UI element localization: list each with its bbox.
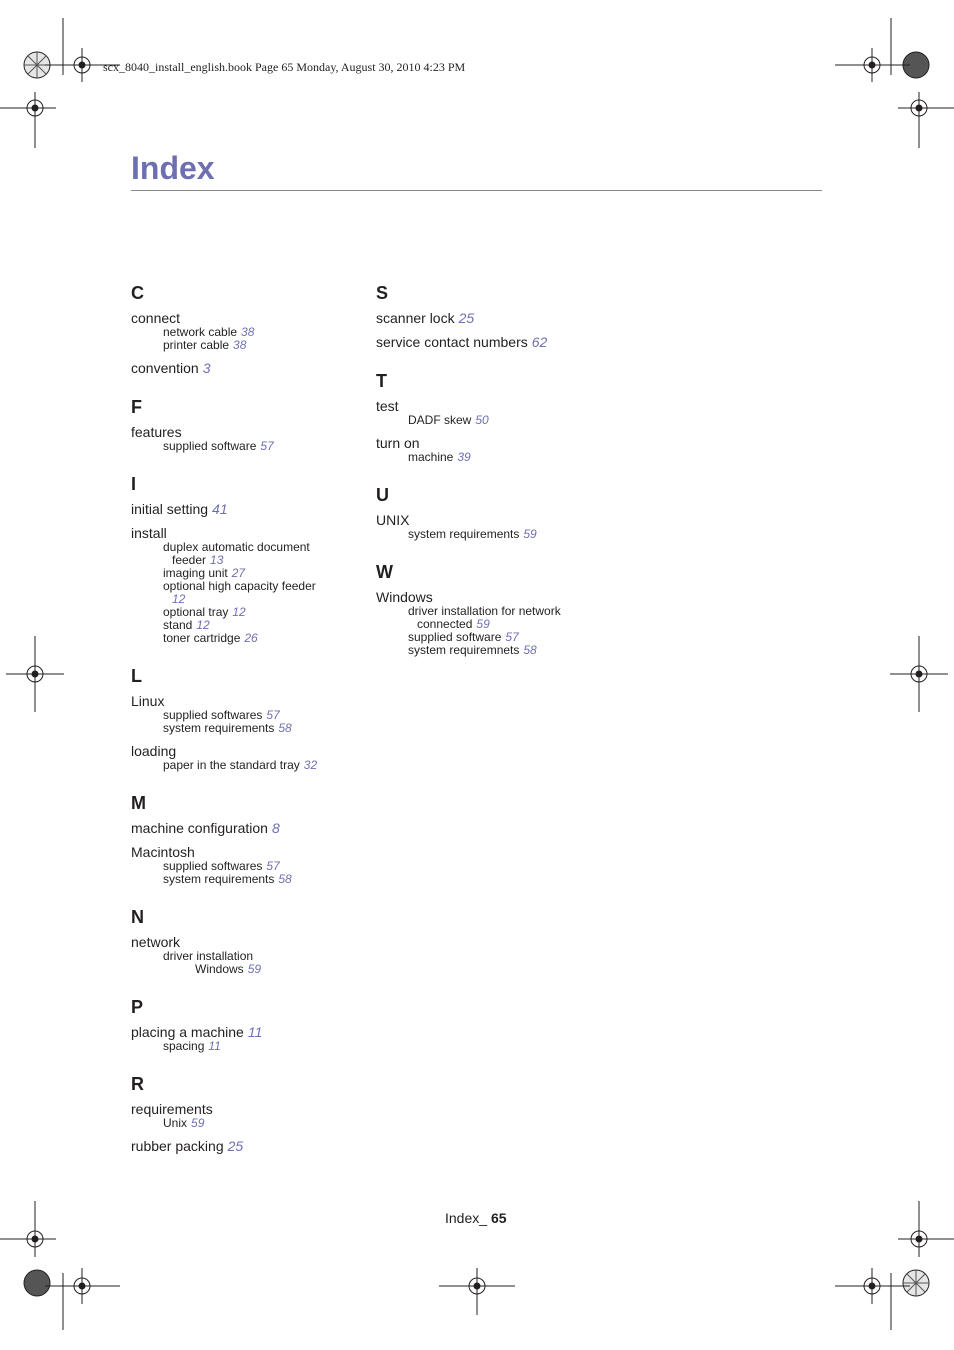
page-link[interactable]: 57 <box>266 708 280 722</box>
page-link[interactable]: 25 <box>458 310 475 326</box>
index-section <box>376 282 606 350</box>
page-number: 65 <box>490 1210 507 1226</box>
section-letter: W <box>376 562 393 582</box>
index-term <box>131 934 361 950</box>
subentry-text: stand <box>163 618 193 632</box>
subentry-text: supplied software <box>408 630 502 644</box>
index-term <box>376 310 606 326</box>
subentry-text: network cable <box>163 325 238 339</box>
page-link[interactable]: 57 <box>260 439 274 453</box>
index-subentry <box>131 873 361 886</box>
subentry-text: system requirements <box>408 527 520 541</box>
page-link[interactable]: 39 <box>457 450 471 464</box>
term-text: machine configuration <box>131 820 268 836</box>
section-letter: F <box>131 397 142 417</box>
index-entry <box>376 310 606 326</box>
page-link[interactable]: 58 <box>523 643 537 657</box>
section-letter: M <box>131 793 146 813</box>
index-subentry <box>131 632 361 645</box>
term-text: connect <box>131 310 181 326</box>
subentry-text: system requirements <box>163 721 275 735</box>
index-column-right <box>376 282 606 677</box>
page-link[interactable]: 50 <box>475 413 489 427</box>
index-subentry <box>376 528 606 541</box>
page-link[interactable]: 12 <box>172 592 186 606</box>
subentry-text: supplied softwares <box>163 859 263 873</box>
section-letter: U <box>376 485 389 505</box>
page-link[interactable]: 62 <box>531 334 548 350</box>
index-entry <box>131 844 361 886</box>
index-section <box>131 906 361 976</box>
index-term <box>131 360 361 376</box>
index-entry <box>131 743 361 772</box>
term-text: service contact numbers <box>376 334 528 350</box>
subentry-text: driver installation for network <box>408 604 561 618</box>
term-text: UNIX <box>376 512 410 528</box>
term-text: network <box>131 934 181 950</box>
index-subentry <box>376 605 606 618</box>
term-text: initial setting <box>131 501 209 517</box>
section-letter: P <box>131 997 144 1017</box>
index-section <box>376 561 606 657</box>
page-footer <box>445 1210 507 1226</box>
subentry-text: Windows <box>195 962 244 976</box>
index-subentry <box>131 580 361 593</box>
page-link[interactable]: 12 <box>196 618 210 632</box>
index-subentry <box>131 339 361 352</box>
term-text: rubber packing <box>131 1138 224 1154</box>
term-text: Windows <box>376 589 433 605</box>
index-section <box>131 1073 361 1154</box>
index-section <box>131 396 361 453</box>
index-subentry <box>131 1040 361 1053</box>
term-text: placing a machine <box>131 1024 244 1040</box>
term-text: scanner lock <box>376 310 455 326</box>
index-term <box>376 512 606 528</box>
page-link[interactable]: 11 <box>247 1024 263 1040</box>
title-divider <box>131 190 822 191</box>
page-link[interactable]: 12 <box>232 605 246 619</box>
page-link[interactable]: 25 <box>227 1138 244 1154</box>
term-text: features <box>131 424 182 440</box>
index-section <box>131 792 361 886</box>
index-subentry <box>131 541 361 554</box>
index-term <box>131 310 361 326</box>
index-entry <box>376 334 606 350</box>
index-term <box>131 844 361 860</box>
subentry-text: driver installation <box>163 949 254 963</box>
index-term <box>131 1138 361 1154</box>
term-text: install <box>131 525 167 541</box>
footer-label: Index_ <box>445 1210 488 1226</box>
index-column-left <box>131 282 361 1174</box>
index-entry <box>131 1138 361 1154</box>
page-link[interactable]: 58 <box>278 872 292 886</box>
subentry-text: optional high capacity feeder <box>163 579 316 593</box>
index-subentry <box>131 1117 361 1130</box>
page-link[interactable]: 11 <box>208 1039 221 1053</box>
index-term <box>131 525 361 541</box>
page-link[interactable]: 26 <box>244 631 258 645</box>
subentry-text: paper in the standard tray <box>163 758 300 772</box>
page-link[interactable]: 27 <box>231 566 246 580</box>
term-text: convention <box>131 360 199 376</box>
index-subentry <box>131 759 361 772</box>
index-entry <box>131 525 361 645</box>
section-letter: R <box>131 1074 144 1094</box>
index-section <box>376 484 606 541</box>
index-term <box>376 398 606 414</box>
index-section <box>131 996 361 1053</box>
index-subentry <box>376 644 606 657</box>
subentry-text: spacing <box>163 1039 205 1053</box>
subentry-text: supplied softwares <box>163 708 263 722</box>
subentry-text: system requiremnets <box>408 643 520 657</box>
term-text: requirements <box>131 1101 213 1117</box>
index-entry <box>131 934 361 976</box>
section-letter: I <box>131 474 137 494</box>
term-text: Macintosh <box>131 844 195 860</box>
index-subentry <box>131 950 361 963</box>
page-link[interactable]: 59 <box>476 617 490 631</box>
page-link[interactable]: 59 <box>191 1116 205 1130</box>
subentry-text: feeder <box>172 553 207 567</box>
page-link[interactable]: 59 <box>523 527 537 541</box>
index-term <box>131 820 361 836</box>
subentry-text: system requirements <box>163 872 275 886</box>
index-entry <box>131 360 361 376</box>
index-term <box>131 424 361 440</box>
page-link[interactable]: 3 <box>202 360 211 376</box>
subentry-text: duplex automatic document <box>163 540 310 554</box>
section-letter: T <box>376 371 387 391</box>
index-term <box>131 501 361 517</box>
index-entry <box>376 398 606 427</box>
term-text: turn on <box>376 435 420 451</box>
index-entry <box>131 1024 361 1053</box>
index-entry <box>131 1101 361 1130</box>
section-letter: S <box>376 283 389 303</box>
term-text: test <box>376 398 399 414</box>
term-text: Linux <box>131 693 165 709</box>
index-entry <box>376 435 606 464</box>
subentry-text: Unix <box>163 1116 188 1130</box>
page-link[interactable]: 32 <box>303 758 318 772</box>
page-link[interactable]: 57 <box>505 630 519 644</box>
section-letter: C <box>131 283 144 303</box>
index-section <box>131 665 361 772</box>
index-subentry <box>131 722 361 735</box>
index-entry <box>131 693 361 735</box>
index-subentry <box>131 963 361 976</box>
index-entry <box>131 310 361 352</box>
index-entry <box>376 589 606 657</box>
page-link[interactable]: 57 <box>266 859 280 873</box>
page-title: Index <box>131 150 215 186</box>
page-link[interactable]: 38 <box>233 338 247 352</box>
page-link[interactable]: 41 <box>212 501 228 517</box>
subentry-text: optional tray <box>163 605 229 619</box>
index-entry <box>131 820 361 836</box>
section-letter: L <box>131 666 142 686</box>
index-section <box>131 473 361 645</box>
index-subentry <box>376 451 606 464</box>
index-term <box>131 1101 361 1117</box>
page-link[interactable]: 58 <box>278 721 292 735</box>
print-slug: scx_8040_install_english.book Page 65 Monday, August 30, 2010 4:23 PM <box>103 60 466 74</box>
subentry-text: connected <box>417 617 473 631</box>
index-term <box>376 589 606 605</box>
index-term <box>131 693 361 709</box>
subentry-text: imaging unit <box>163 566 228 580</box>
page-link[interactable]: 8 <box>271 820 280 836</box>
subentry-text: supplied software <box>163 439 257 453</box>
index-entry <box>131 424 361 453</box>
index-term <box>376 334 606 350</box>
index-subentry <box>131 440 361 453</box>
page-link[interactable]: 13 <box>210 553 224 567</box>
index-section <box>131 282 361 376</box>
term-text: loading <box>131 743 177 759</box>
page-link[interactable]: 59 <box>247 962 262 976</box>
subentry-text: printer cable <box>163 338 230 352</box>
subentry-text: toner cartridge <box>163 631 241 645</box>
index-term <box>376 435 606 451</box>
index-entry <box>376 512 606 541</box>
subentry-text: DADF skew <box>408 413 472 427</box>
index-term <box>131 743 361 759</box>
page-link[interactable]: 38 <box>241 325 255 339</box>
index-term <box>131 1024 361 1040</box>
index-subentry <box>376 414 606 427</box>
subentry-text: machine <box>408 450 454 464</box>
index-section <box>376 370 606 464</box>
section-letter: N <box>131 907 144 927</box>
index-entry <box>131 501 361 517</box>
